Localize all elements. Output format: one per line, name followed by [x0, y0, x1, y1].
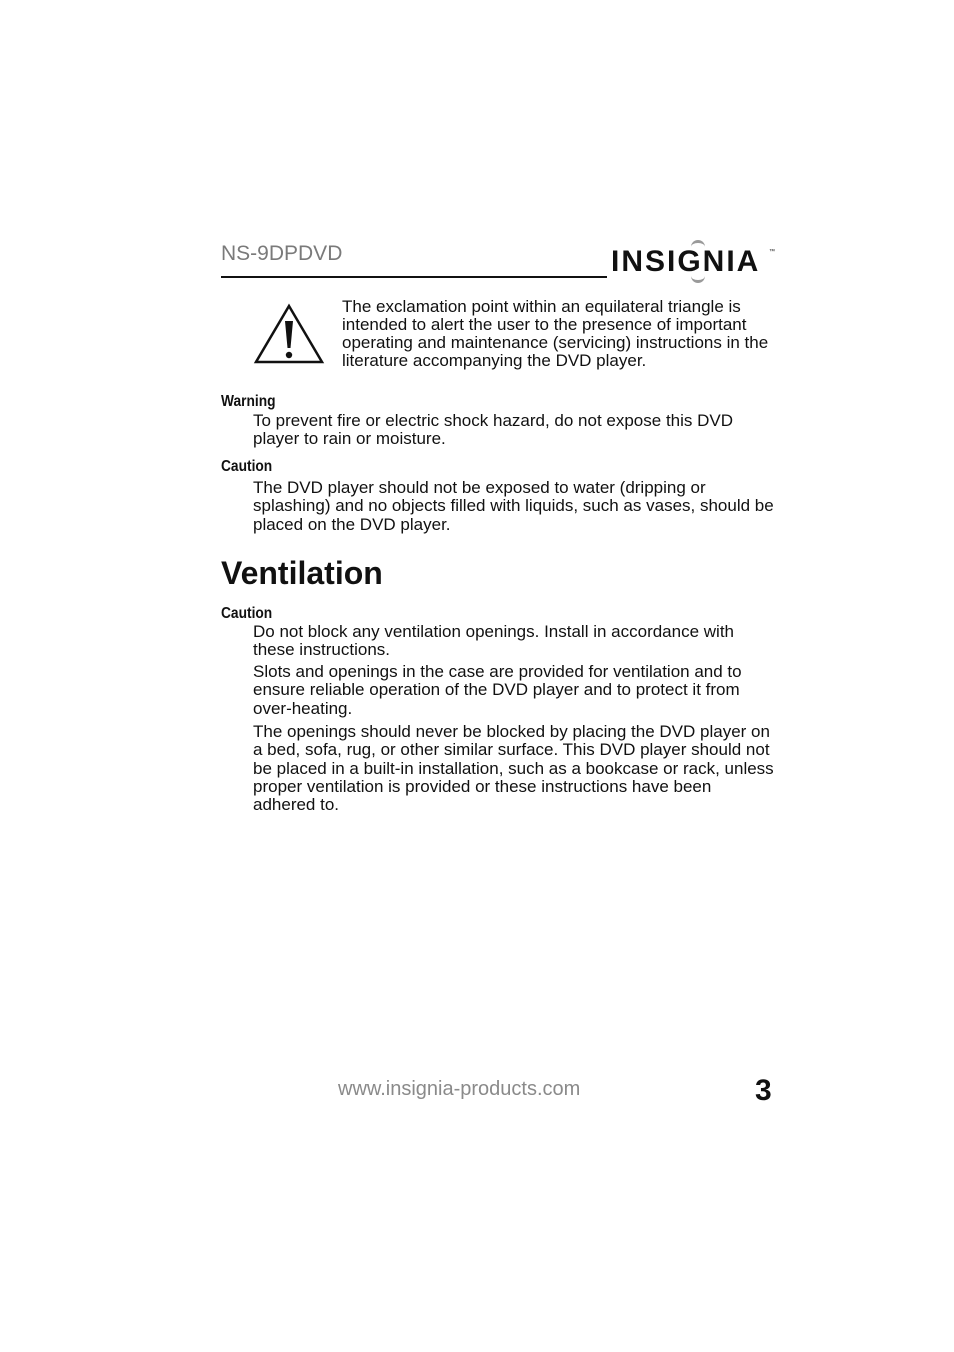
header-rule — [221, 276, 607, 278]
ventilation-heading: Ventilation — [221, 555, 383, 591]
warning-triangle-icon — [253, 303, 325, 365]
page-number: 3 — [755, 1074, 772, 1107]
ventilation-paragraph: Do not block any ventilation openings. Install in accordance with these instructions. — [253, 622, 735, 660]
caution-label: Caution — [221, 458, 273, 475]
logo-arc-bottom — [691, 274, 705, 283]
triangle-explanation: The exclamation point within an equilateral triangle is intended to alert the user to the presence of important operating and maintenance (servicing) instructions in the literature accompanying the DVD player. — [342, 297, 769, 370]
ventilation-caution-label: Caution — [221, 605, 273, 622]
footer-url: www.insignia-products.com — [338, 1078, 581, 1100]
warning-label: Warning — [221, 393, 276, 410]
ventilation-paragraph: Slots and openings in the case are provided for ventilation and to ensure reliable operation of the DVD player and to protect it from over-heating. — [253, 662, 742, 718]
ventilation-paragraph: The openings should never be blocked by placing the DVD player on a bed, sofa, rug, or other similar surface. This DVD player should not be placed in a built-in installation, such as a bookcase or rack, unless proper ventilation is provided or these instructions have been adhered to. — [253, 722, 774, 815]
model-number: NS-9DPDVD — [221, 242, 343, 265]
insignia-logo — [611, 240, 776, 284]
caution-text: The DVD player should not be exposed to water (dripping or splashing) and no objects filled with liquids, such as vases, should be placed on the DVD player. — [253, 478, 774, 534]
warning-text: To prevent fire or electric shock hazard, do not expose this DVD player to rain or moisture. — [253, 411, 734, 449]
logo-text: INSIGNIA — [611, 245, 761, 278]
logo-trademark: ™ — [769, 249, 775, 255]
